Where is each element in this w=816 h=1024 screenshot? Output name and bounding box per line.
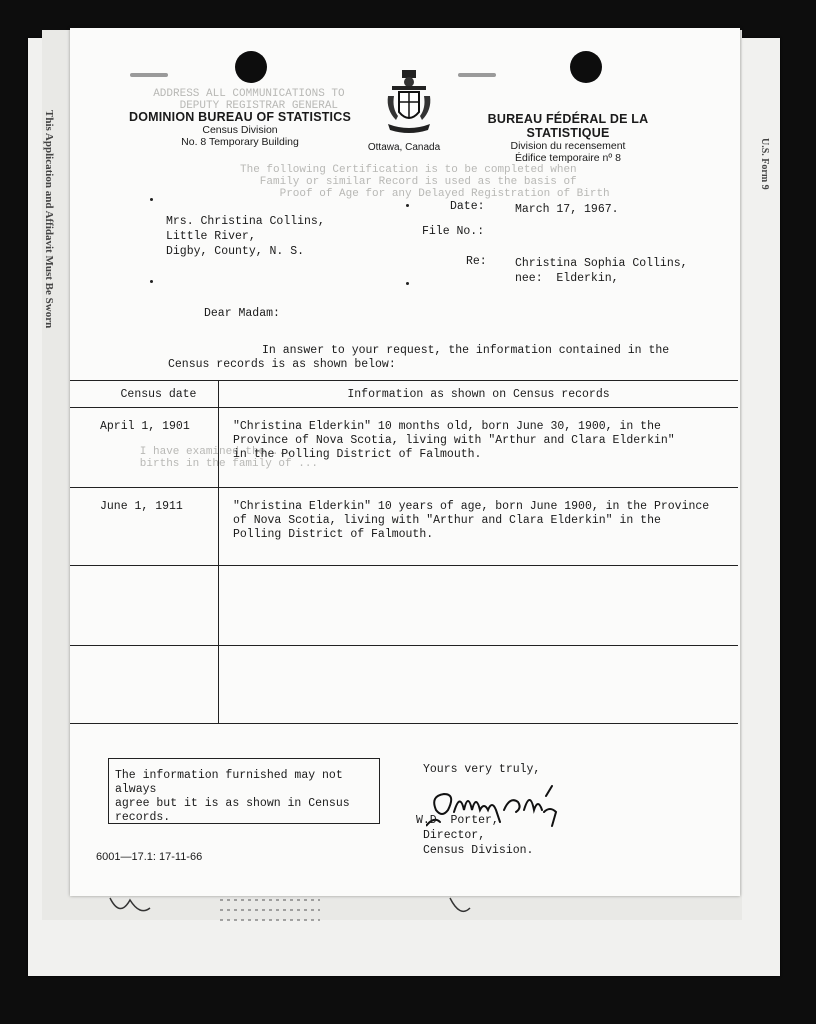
addressee-line-2: Little River, [166,230,256,243]
intro-line-2: Census records is as shown below: [168,358,396,371]
re-line-2: nee: Elderkin, [515,272,619,285]
table-row-empty [70,566,738,646]
table-row [70,408,738,488]
date-label: Date: [450,200,485,213]
information-line: in the Polling District of Falmouth. [233,448,482,461]
letter-sheet: ADDRESS ALL COMMUNICATIONS TO DEPUTY REGISTRAR GENERAL The following Certification is to be completed when Family or similar Record is used as the basis of Proof of Age for any Delayed Registration of Birth I have examined the ... births in the family of ... DOMINION BUREAU OF STATISTICS Census Division No. 8 Temporary Building Ottawa, Canada BUREAU FÉDÉRAL DE LA STATISTIQUE Division du recensement Édifice temporaire nº 8 Mrs. Christina Collins, Little River, Digby, County, N. S. Date: March 17, 1967. File No.: Re: Christina Sophia Collins, nee: Elderkin, Dear Madam: In answer to your request, the information contained in the Census records is as shown below: Census date Information as shown on Census records April 1, 1901 "Christina Elderkin" 10 months old, born June 30, 1900, in the Province of Nova Scotia, living with "Arthur and Clara Elderkin" in the Polling District of Falmouth. June 1, 1911 "Christina Elderkin" 10 years of age, born June 1900, in the Province of Nova Scotia, living with "Arthur and Clara Elderkin" in the Polling District of Falmouth. The information furnished may not always agree but it is as shown in Census records. Yours very truly, W.D. Porter, Director, Census Division. 6001—17.1: 17-11-66 [70,28,740,896]
intro-line-1: In answer to your request, the information contained in the [262,344,670,357]
information-cell [219,488,739,566]
re-line-1: Christina Sophia Collins, [515,257,688,270]
bureau-title-en: DOMINION BUREAU OF STATISTICS [129,110,351,124]
valediction: Yours very truly, [423,763,541,776]
re-label: Re: [466,255,487,268]
bureau-title-fr: BUREAU FÉDÉRAL DE LA STATISTIQUE [487,112,649,140]
margin-dot [406,204,409,207]
coat-of-arms-logo [384,66,434,138]
census-date: June 1, 1911 [100,500,183,513]
table-header-row [70,381,738,408]
column-header-information: Information as shown on Census records [219,381,739,408]
disclaimer-line: The information furnished may not always [115,769,343,796]
punch-hole-right [570,51,602,83]
building-fr: Édifice temporaire nº 8 [515,152,621,164]
census-date: April 1, 1901 [100,420,190,433]
header-left [120,110,360,148]
signatory-title: Director, [423,829,486,842]
staple-left [130,73,168,77]
information-line: of Nova Scotia, living with "Arthur and Clara Elderkin" in the [233,514,661,527]
addressee-line-1: Mrs. Christina Collins, [166,215,325,228]
date-value: March 17, 1967. [515,203,619,216]
disclaimer-line: agree but it is as shown in Census [115,797,350,810]
punch-hole-left [235,51,267,83]
margin-dot [150,280,153,283]
information-line: Polling District of Falmouth. [233,528,434,541]
information-line: "Christina Elderkin" 10 years of age, born June 1900, in the Province [233,500,710,513]
information-line: Province of Nova Scotia, living with "Arthur and Clara Elderkin" [233,434,675,447]
census-table [70,380,738,724]
margin-dot [150,198,153,201]
signatory-division: Census Division. [423,844,534,857]
underlying-form-strip [70,888,710,928]
form-number: 6001—17.1: 17-11-66 [96,851,203,863]
column-header-census-date: Census date [70,381,219,408]
addressee-line-3: Digby, County, N. S. [166,245,305,258]
census-date-cell [70,408,219,488]
division-fr: Division du recensement [510,140,626,152]
table-row [70,488,738,566]
margin-dot [406,282,409,285]
city-label: Ottawa, Canada [367,142,441,153]
file-number-label: File No.: [422,225,485,238]
census-date-cell [70,488,219,566]
side-margin-text-left: This Application and Affidavit Must Be Sworn [43,110,55,329]
disclaimer-box [108,758,380,824]
side-margin-text-right: U.S. Form 9 [759,138,770,190]
information-line: "Christina Elderkin" 10 months old, born June 30, 1900, in the [233,420,661,433]
building-en: No. 8 Temporary Building [181,136,299,148]
disclaimer-line: records. [115,811,171,824]
staple-right [458,73,496,77]
information-cell [219,408,739,488]
salutation: Dear Madam: [204,307,280,320]
signatory-name: W.D. Porter, [416,814,499,827]
division-en: Census Division [202,124,278,136]
table-row-empty [70,646,738,724]
header-right [448,112,688,164]
